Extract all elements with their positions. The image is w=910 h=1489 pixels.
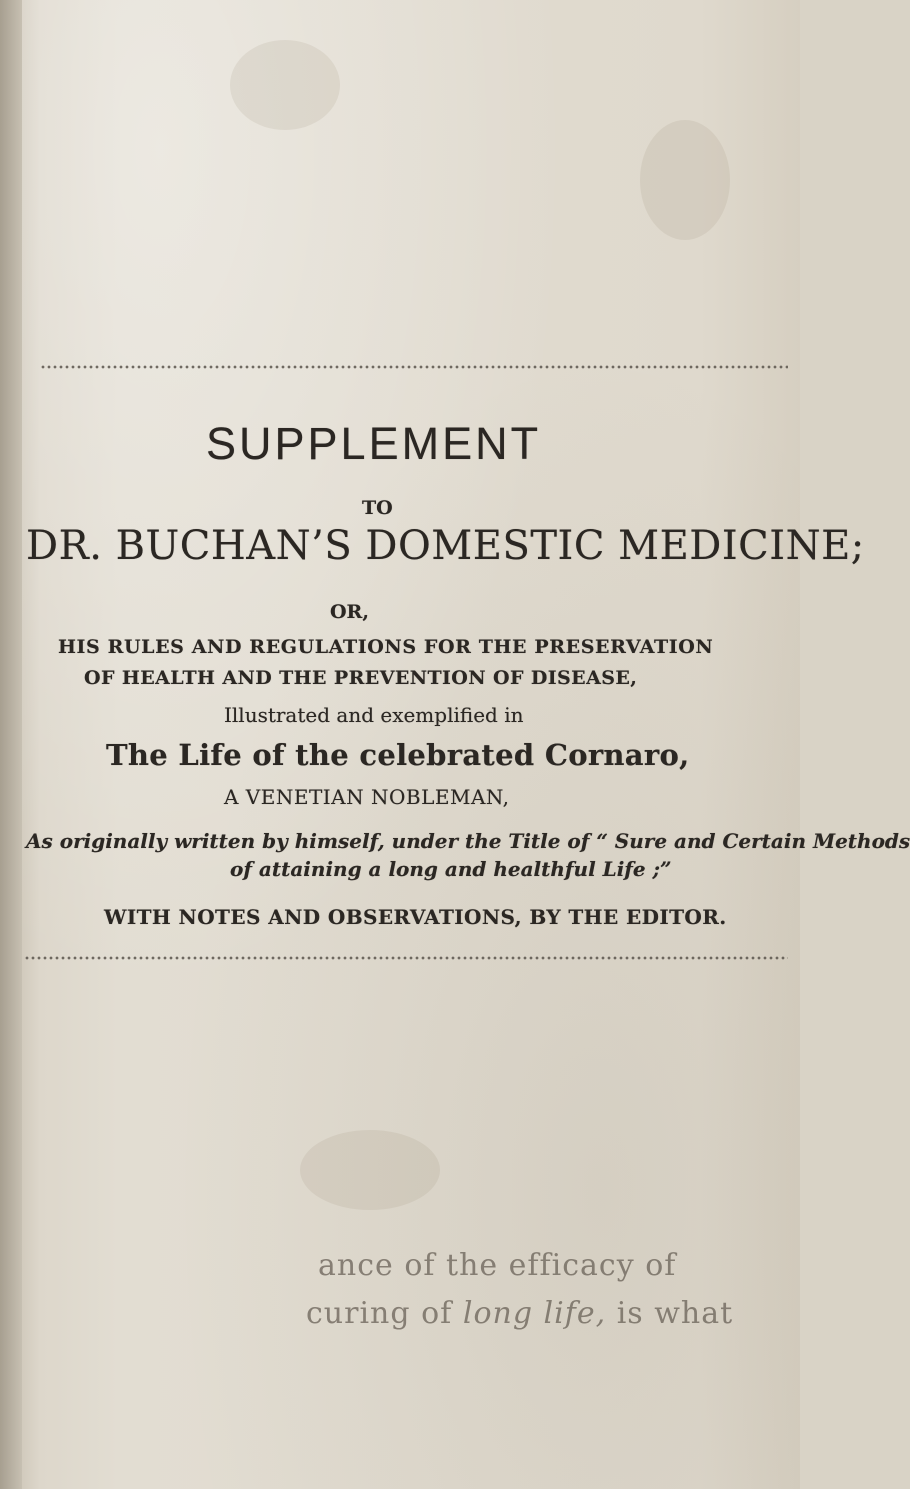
ornamental-rule-bottom	[24, 955, 788, 961]
bleed-word: is what	[616, 1296, 734, 1331]
notes-line: WITH NOTES AND OBSERVATIONS, BY THE EDITOR.	[104, 905, 727, 929]
originally-written-line-1: As originally written by himself, under the Title of “ Sure and Certain Methods	[26, 829, 910, 853]
venetian-nobleman-line: A VENETIAN NOBLEMAN,	[224, 785, 510, 809]
bleed-through-line-1	[318, 1248, 676, 1283]
bleed-word: of the efficacy of	[404, 1248, 677, 1283]
bleed-word-italic: long life,	[462, 1296, 607, 1331]
or-line: OR,	[330, 601, 369, 623]
ornamental-rule-top	[40, 364, 788, 370]
paper-stain	[300, 1130, 440, 1210]
book-title: DR. BUCHAN’S DOMESTIC MEDICINE;	[26, 523, 865, 569]
subtitle-rules-line: HIS RULES AND REGULATIONS FOR THE PRESERVATION	[58, 636, 714, 658]
originally-written-line-2: of attaining a long and healthful Life ;”	[230, 857, 672, 881]
page-spine-shadow	[0, 0, 22, 1489]
to-line: TO	[362, 497, 393, 519]
paper-stain	[230, 40, 340, 130]
supplement-heading: SUPPLEMENT	[206, 418, 542, 469]
paper-stain	[640, 120, 730, 240]
bleed-word: curing of	[306, 1296, 453, 1331]
subtitle-health-line: OF HEALTH AND THE PREVENTION OF DISEASE,	[84, 667, 638, 689]
illustrated-line: Illustrated and exemplified in	[224, 703, 524, 727]
bleed-word: ance	[318, 1248, 394, 1283]
bleed-through-line-2	[306, 1296, 733, 1331]
cornaro-title-line: The Life of the celebrated Cornaro,	[106, 738, 690, 772]
